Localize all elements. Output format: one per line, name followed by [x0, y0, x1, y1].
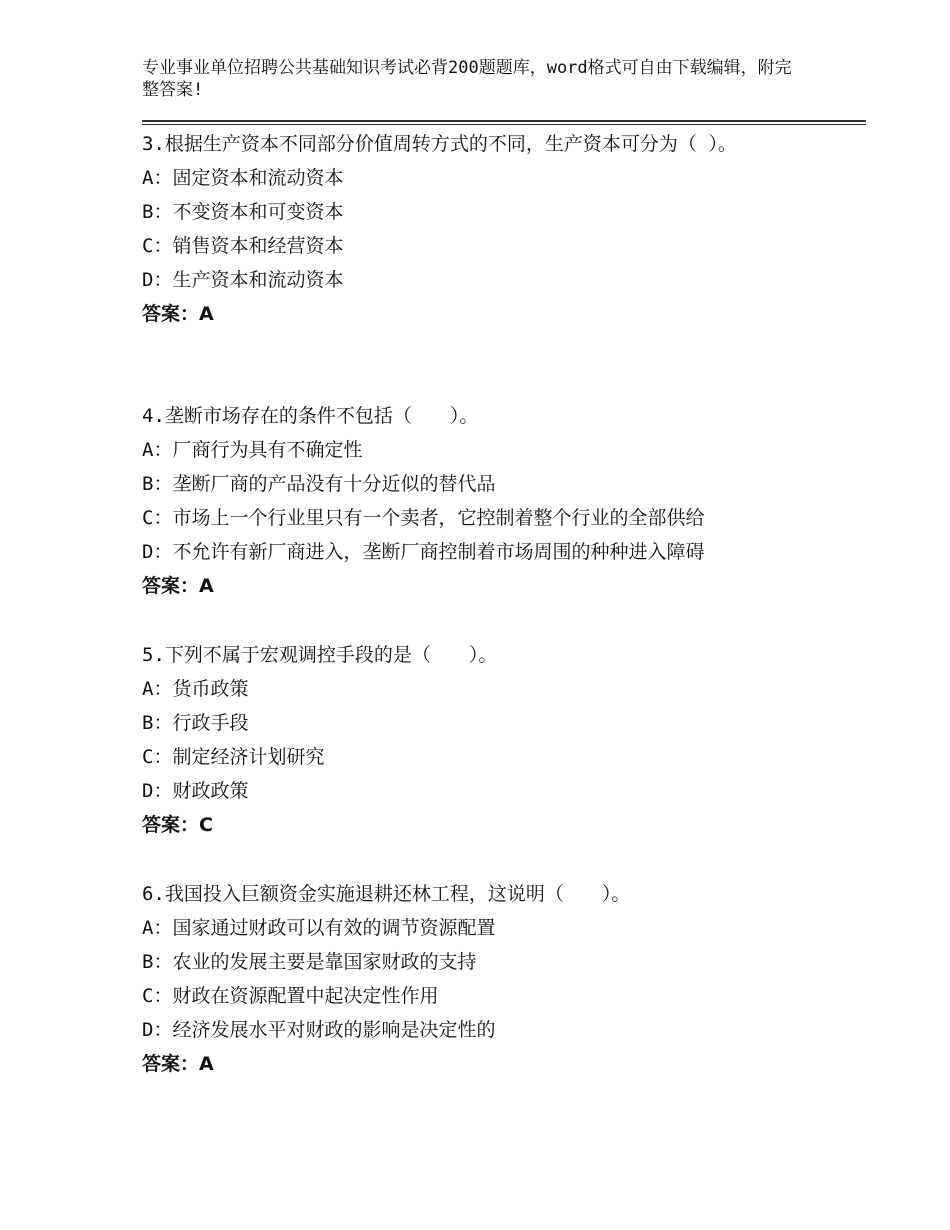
answer-label: 答案：: [142, 303, 200, 325]
option-c: C：市场上一个行业里只有一个卖者，它控制着整个行业的全部供给: [142, 507, 705, 529]
question-6: [142, 877, 862, 1081]
option-a: A：固定资本和流动资本: [142, 167, 344, 189]
question-stem: 4.垄断市场存在的条件不包括（ ）。: [142, 405, 479, 427]
header-rule-thick: [142, 120, 866, 122]
answer-line: [142, 808, 862, 842]
question-stem: 5.下列不属于宏观调控手段的是（ ）。: [142, 644, 498, 666]
answer-label: 答案：: [142, 575, 200, 597]
answer-label: 答案：: [142, 1053, 200, 1075]
option-b: B：不变资本和可变资本: [142, 201, 344, 223]
option-a: A：厂商行为具有不确定性: [142, 439, 363, 461]
question-4: [142, 399, 862, 603]
option-c: C：销售资本和经营资本: [142, 235, 344, 257]
option-b: B：农业的发展主要是靠国家财政的支持: [142, 951, 477, 973]
option-c: C：财政在资源配置中起决定性作用: [142, 985, 439, 1007]
answer-value: A: [199, 575, 214, 597]
option-b: B：行政手段: [142, 712, 249, 734]
answer-value: A: [199, 1053, 214, 1075]
option-a: A：货币政策: [142, 678, 249, 700]
document-header: 专业事业单位招聘公共基础知识考试必背200题题库，word格式可自由下载编辑，附完整答案!: [142, 58, 792, 100]
answer-value: C: [199, 814, 213, 836]
option-b: B：垄断厂商的产品没有十分近似的替代品: [142, 473, 496, 495]
question-5: [142, 638, 862, 842]
answer-value: A: [199, 303, 214, 325]
question-3: [142, 127, 862, 331]
option-c: C：制定经济计划研究: [142, 746, 325, 768]
option-d: D：生产资本和流动资本: [142, 269, 344, 291]
question-stem: 6.我国投入巨额资金实施退耕还林工程，这说明（ ）。: [142, 883, 631, 905]
option-a: A：国家通过财政可以有效的调节资源配置: [142, 917, 496, 939]
answer-line: [142, 1047, 862, 1081]
option-d: D：不允许有新厂商进入，垄断厂商控制着市场周围的种种进入障碍: [142, 541, 705, 563]
answer-label: 答案：: [142, 814, 200, 836]
header-rule-thin: [142, 124, 866, 125]
option-d: D：财政政策: [142, 780, 249, 802]
option-d: D：经济发展水平对财政的影响是决定性的: [142, 1019, 496, 1041]
question-stem: 3.根据生产资本不同部分价值周转方式的不同，生产资本可分为（ ）。: [142, 133, 737, 155]
answer-line: [142, 569, 862, 603]
answer-line: [142, 297, 862, 331]
